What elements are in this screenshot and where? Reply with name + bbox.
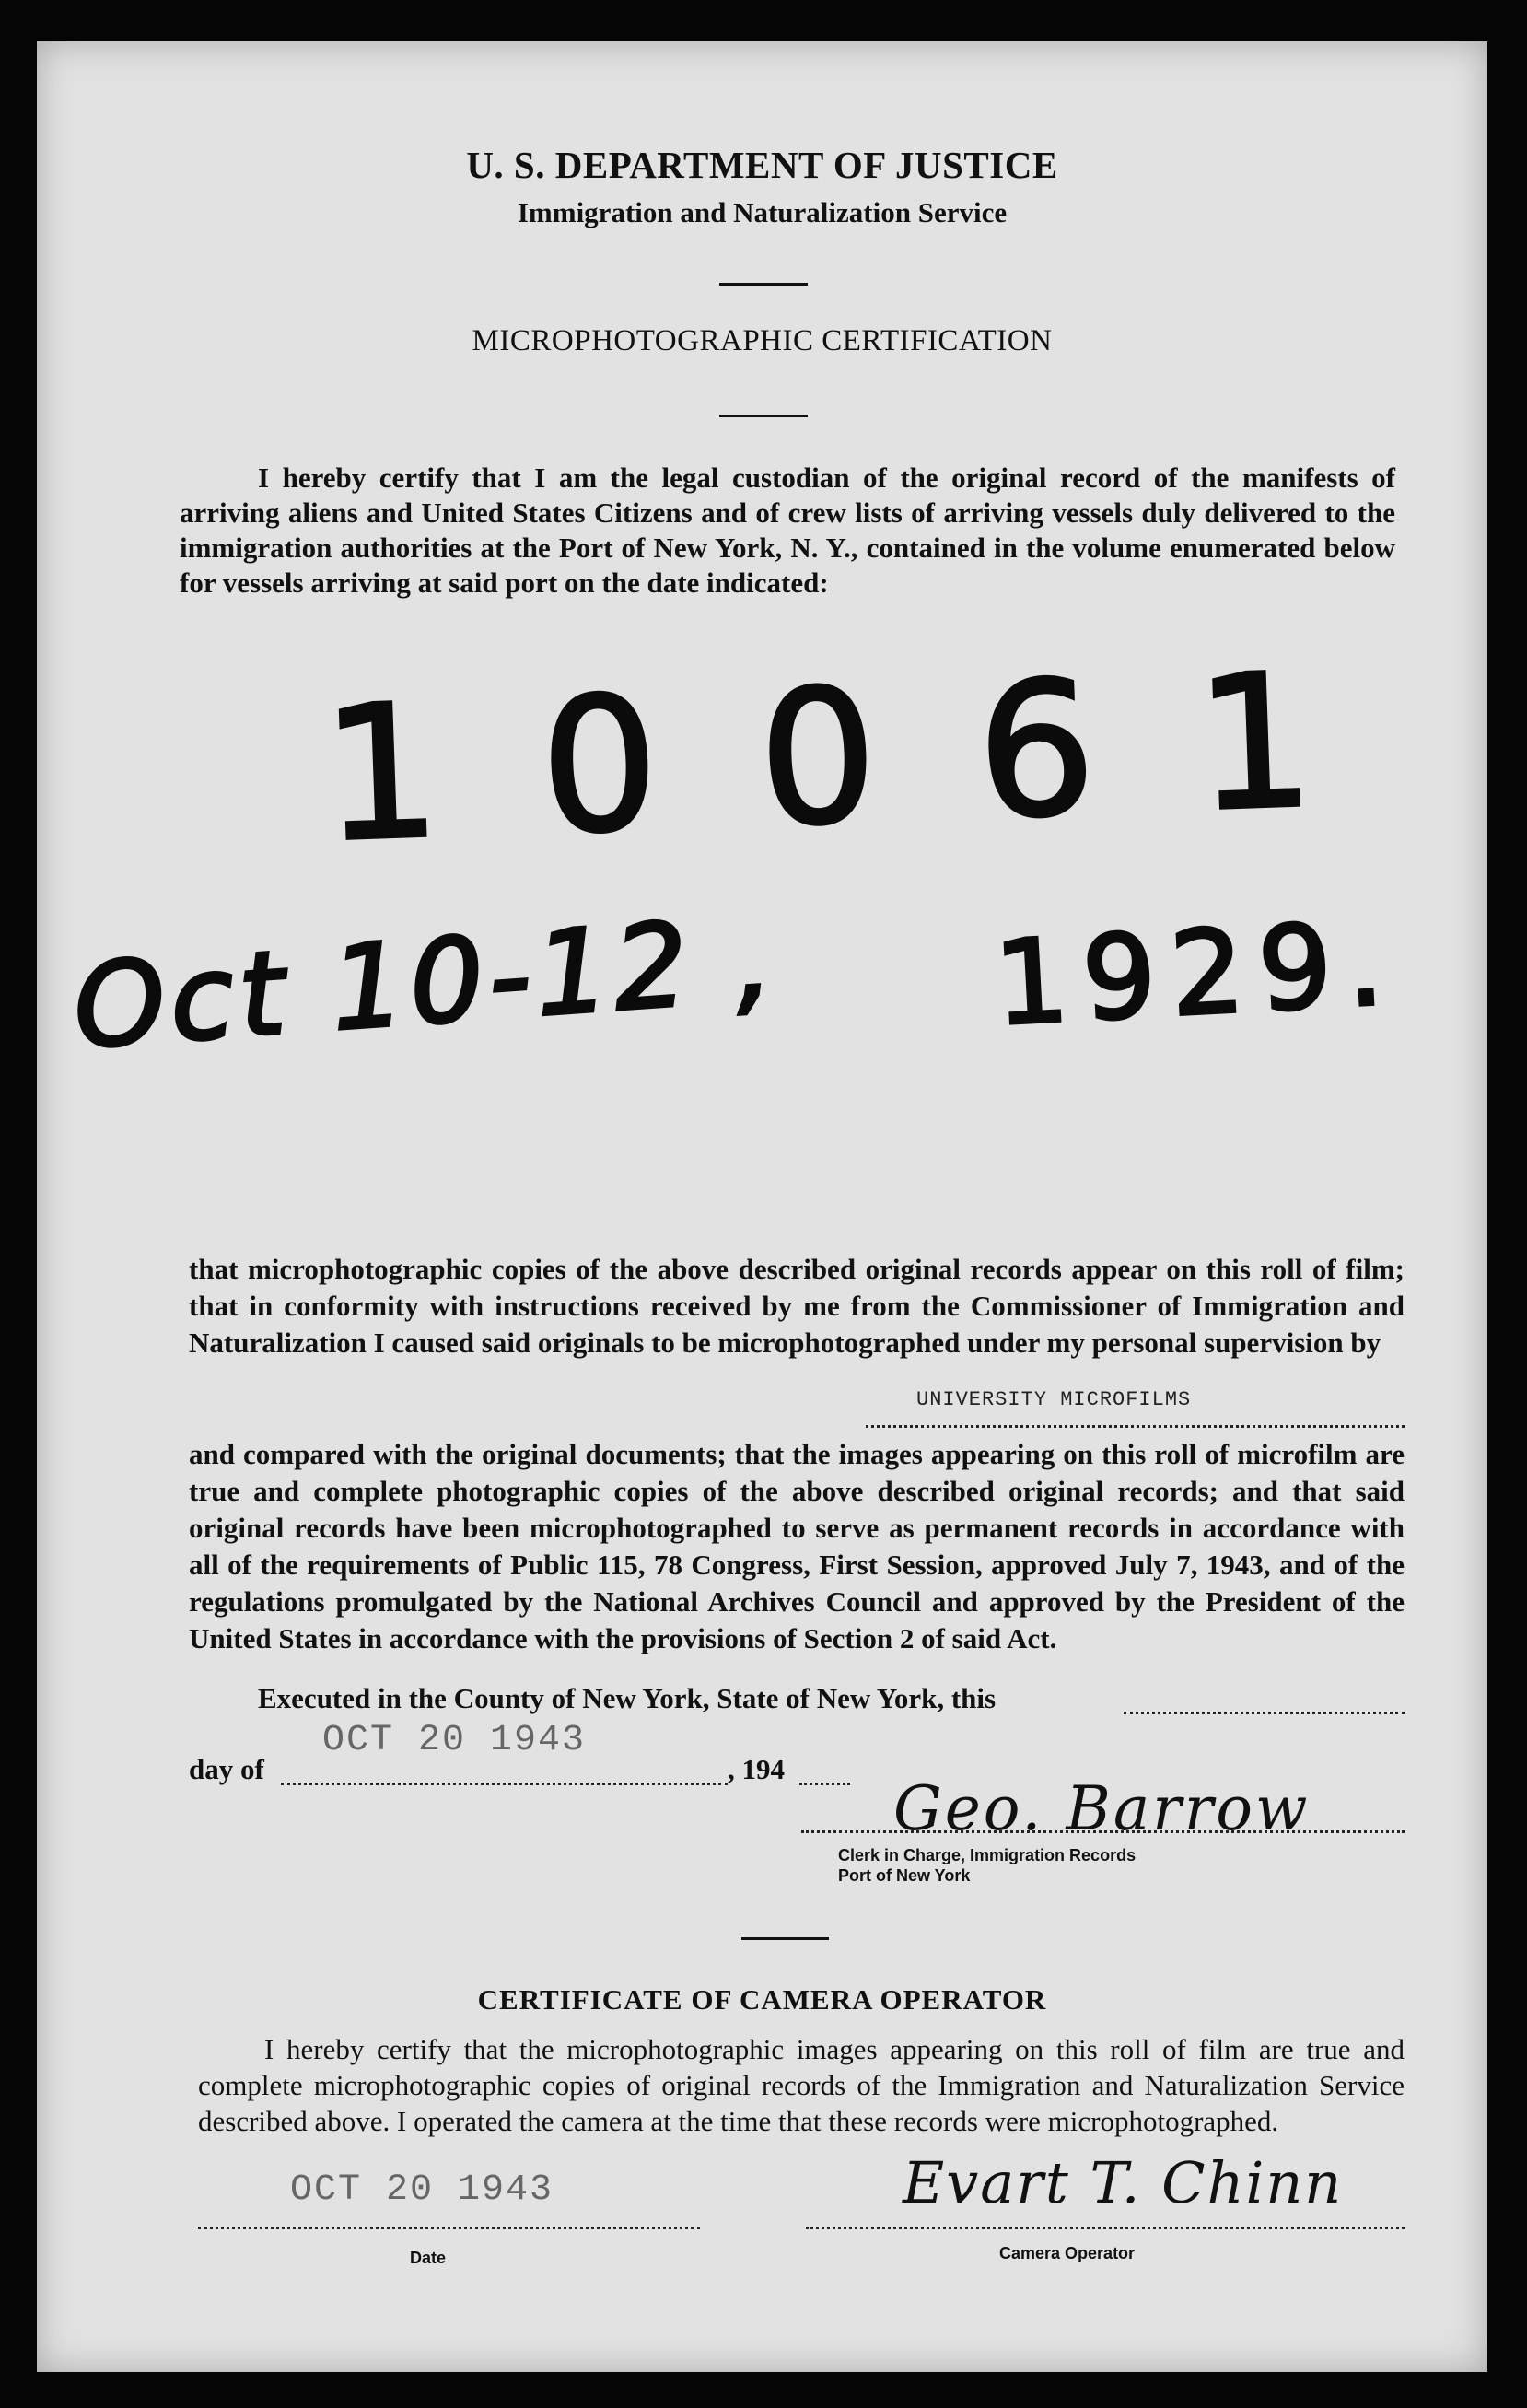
department-title: U. S. DEPARTMENT OF JUSTICE bbox=[466, 144, 1058, 186]
handwritten-date-range: Oct 10-12 , bbox=[69, 892, 782, 1075]
clerk-title-line1: Clerk in Charge, Immigration Records bbox=[838, 1846, 1137, 1864]
divider-rule bbox=[719, 283, 808, 286]
day-of-label: day of bbox=[189, 1753, 264, 1785]
divider-rule bbox=[741, 1937, 829, 1940]
operator-signature-line bbox=[806, 2227, 1405, 2229]
year-fill-line bbox=[799, 1783, 850, 1785]
body-paragraph-part2: and compared with the original documents; that the images appearing on this roll of microfilm are true and complete photographic copies of the above described original records; and that said original records have been microphotographed to serve as permanent records in accordance with all of the requirements of Public 115, 78 Congress, First Session, approved July 7, 1943, and of the regulations promulgated by the National Archives Council and approved by the President of the United States in accordance with the provisions of Section 2 of said Act. bbox=[189, 1438, 1405, 1654]
executed-day-fill-line bbox=[1124, 1712, 1405, 1714]
fill-in-university-microfilms: UNIVERSITY MICROFILMS bbox=[916, 1388, 1192, 1411]
year-suffix-label: , 194 bbox=[728, 1753, 785, 1785]
body-paragraph-part1: that microphotographic copies of the above described original records appear on this roll of film; that in conformity with instructions received by me from the Commissioner of Immigration and Naturalization I caused said originals to be microphotographed under my personal supervision by bbox=[189, 1253, 1405, 1359]
stamp-date-camera: OCT 20 1943 bbox=[290, 2169, 554, 2211]
clerk-signature-line bbox=[801, 1830, 1405, 1833]
camera-operator-title: CERTIFICATE OF CAMERA OPERATOR bbox=[477, 1983, 1047, 2016]
intro-paragraph: I hereby certify that I am the legal custodian of the original record of the manifests of arriving aliens and United States Citizens and of crew lists of arriving vessels duly delivered to the immigration authorities at the Port of New York, N. Y., contained in the volume enumerated below for vessels arriving at said port on the date indicated: bbox=[180, 462, 1395, 599]
fill-line bbox=[866, 1425, 1405, 1428]
handwritten-year: 1929. bbox=[991, 896, 1402, 1052]
camera-operator-paragraph: I hereby certify that the microphotographic images appearing on this roll of film are true and complete microphotographic copies of original records of the Immigration and Naturalization Service described above. I operated the camera at the time that these records were microphotographed. bbox=[198, 2033, 1405, 2137]
clerk-signature: Geo. Barrow bbox=[893, 1773, 1311, 1844]
camera-operator-signature: Evart T. Chinn bbox=[903, 2149, 1344, 2216]
date-fill-line bbox=[198, 2227, 700, 2229]
clerk-title-line2: Port of New York bbox=[838, 1866, 971, 1885]
handwritten-volume-number: 10061 bbox=[319, 630, 1418, 883]
divider-rule bbox=[719, 415, 808, 417]
date-label: Date bbox=[410, 2249, 447, 2267]
camera-operator-label: Camera Operator bbox=[999, 2244, 1136, 2262]
certification-title: MICROPHOTOGRAPHIC CERTIFICATION bbox=[472, 324, 1053, 357]
day-of-fill-line bbox=[281, 1783, 728, 1785]
certificate-page bbox=[37, 41, 1487, 2372]
stamp-date-executed: OCT 20 1943 bbox=[322, 1720, 587, 1761]
service-subtitle: Immigration and Naturalization Service bbox=[517, 196, 1008, 228]
executed-text: Executed in the County of New York, State of New York, this bbox=[258, 1682, 997, 1714]
